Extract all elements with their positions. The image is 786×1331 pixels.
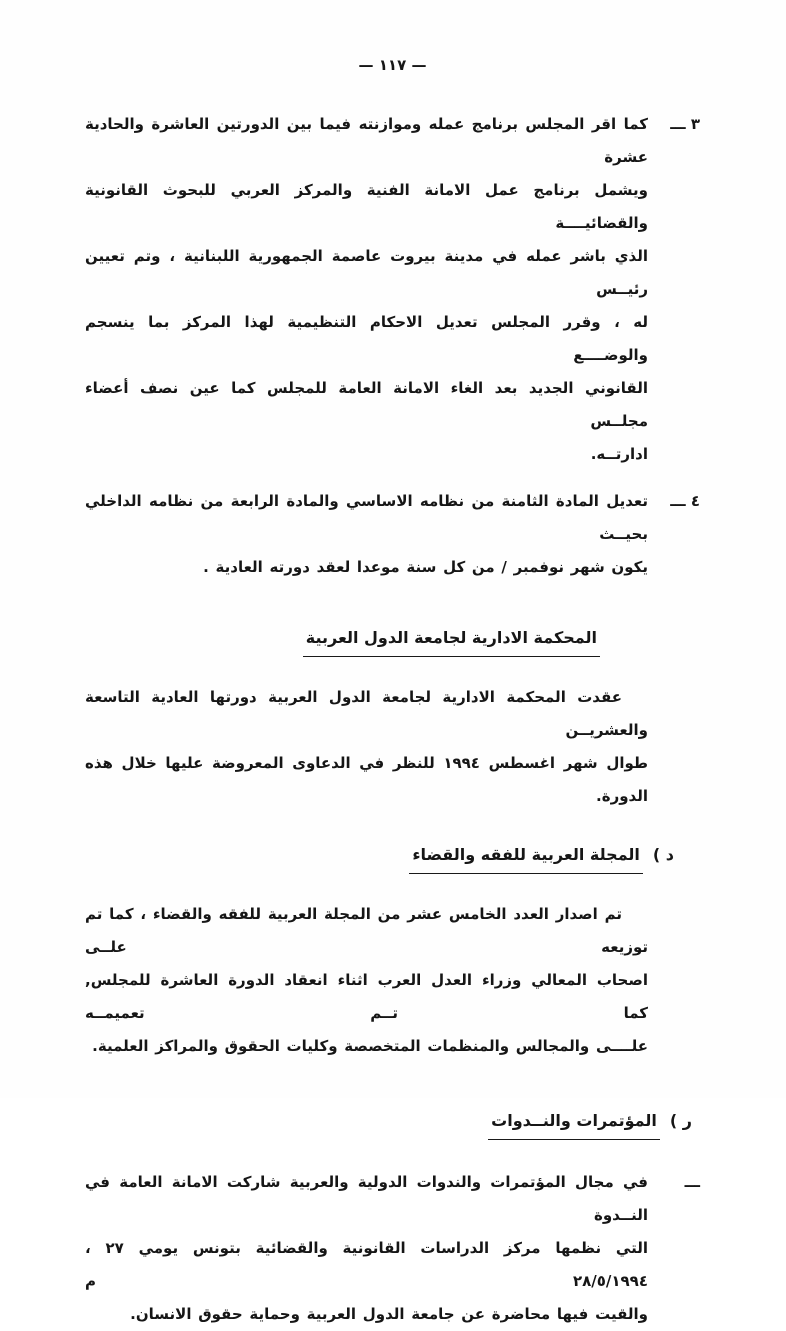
text-line: طوال شهر اغسطس ١٩٩٤ للنظر في الدعاوى المعروضة عليها خلال هذه الدورة.: [85, 754, 649, 805]
section-heading: المحكمة الادارية لجامعة الدول العربية: [303, 626, 600, 657]
text-line: علــــى والمجالس والمنظمات المتخصصة وكليات الحقوق والمراكز العلمية.: [92, 1037, 648, 1055]
item-paragraph: [85, 485, 648, 584]
section-heading: المجلة العربية للفقه والقضاء: [409, 843, 643, 874]
section-heading-row: [85, 626, 600, 657]
dash-marker: ـــ: [684, 1173, 700, 1191]
text-line: عقدت المحكمة الادارية لجامعة الدول العربية دورتها العادية التاسعة والعشريــن: [85, 688, 648, 739]
item-number: ٤ ـــ: [670, 492, 700, 510]
page-number: — ١١٧ —: [358, 56, 427, 74]
text-line: تم اصدار العدد الخامس عشر من المجلة العربية للفقه والقضاء ، كما تم توزيعه علــى: [85, 905, 648, 956]
text-line: تعديل المادة الثامنة من نظامه الاساسي والمادة الرابعة من نظامه الداخلي بحيــث: [85, 492, 648, 543]
numbered-item-4: [85, 485, 700, 584]
text-line: ادارتــه.: [590, 445, 648, 463]
text-line: الذي باشر عمله في مدينة بيروت عاصمة الجمهورية اللبنانية ، وتم تعيين رئيــس: [85, 247, 648, 298]
section-letter-marker: د ): [652, 845, 674, 864]
numbered-item-3: [85, 108, 700, 471]
text-line: ويشمل برنامج عمل الامانة الفنية والمركز العربي للبحوث القانونية والقضائيــــة: [85, 181, 648, 232]
text-line: في مجال المؤتمرات والندوات الدولية والعربية شاركت الامانة العامة في النــدوة: [85, 1173, 648, 1224]
text-line: يكون شهر نوفمبر / من كل سنة موعدا لعقد دورته العادية .: [203, 558, 648, 576]
section-heading: المؤتمرات والنــدوات: [488, 1109, 660, 1140]
dashed-paragraph: [85, 1166, 700, 1331]
section-admin-court: [85, 626, 700, 813]
section-conferences: [85, 1109, 700, 1331]
paragraph: [85, 898, 648, 1063]
item-paragraph: [85, 1166, 648, 1331]
section-arab-journal: [85, 843, 700, 1063]
item-number: ٣ ـــ: [670, 115, 700, 133]
section-letter-marker: ر ): [669, 1111, 692, 1130]
text-line: والقيت فيها محاضرة عن جامعة الدول العربية وحماية حقوق الانسان.: [130, 1305, 648, 1323]
section-heading-row: [85, 843, 674, 874]
paragraph: [85, 681, 648, 813]
text-line: له ، وقرر المجلس تعديل الاحكام التنظيمية لهذا المركز بما ينسجم والوضــــع: [85, 313, 648, 364]
section-heading-row: [85, 1109, 692, 1140]
item-paragraph: [85, 108, 648, 471]
text-line: القانوني الجديد بعد الغاء الامانة العامة للمجلس كما عين نصف أعضاء مجلــس: [85, 379, 648, 430]
text-line: التي نظمها مركز الدراسات القانونية والقضائية بتونس يومي ٢٧ ، ٢٨/٥/١٩٩٤ م: [85, 1239, 649, 1290]
text-line: كما اقر المجلس برنامج عمله وموازنته فيما بين الدورتين العاشرة والحادية عشرة: [85, 115, 648, 166]
text-line: اصحاب المعالي وزراء العدل العرب اثناء انعقاد الدورة العاشرة للمجلس, كما تــم تعميمــه: [85, 971, 648, 1022]
